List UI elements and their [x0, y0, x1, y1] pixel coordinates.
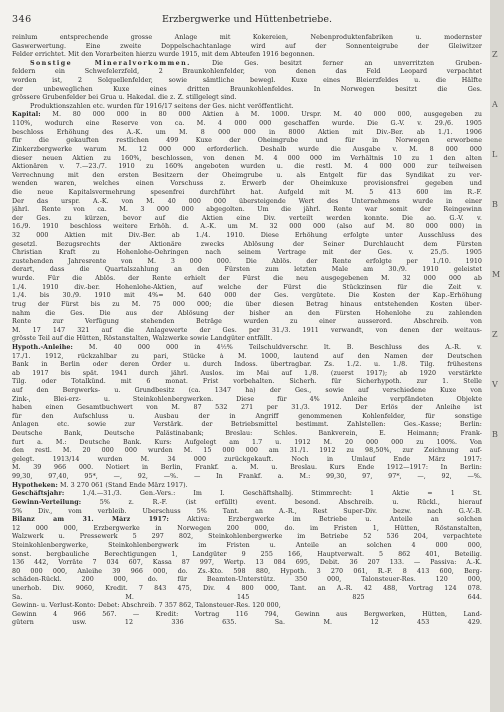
text-line: M. 39 966 000. Notiert in Berlin, Frankf. a. M. u. Breslau. Kurs Ende 1912—1917: In Berlin:	[12, 464, 482, 472]
text-line: Walzwerk u. Pressewerk 5 297 802, Steinkohlenbergwerke im Betriebe 52 536 204, verpachtete	[12, 533, 482, 541]
section-heading: Sonstige Mineralvorkommen.	[30, 59, 191, 67]
text-line: Der das urspr. A.-K. von M. 40 000 000 übersteigende Wert des Unternehmens wurde in einer	[12, 197, 482, 205]
text-line: Produktionszahlen etc. wurden für 1916/17 seitens der Ges. nicht veröffentlicht.	[30, 102, 294, 110]
running-title: Erzbergwerke und Hüttenbetriebe.	[161, 14, 333, 25]
text-line: Gewinn- u. Verlust-Konto: Debet: Abschreib. 7 357 862, Talonsteuer-Res. 120 000,	[12, 602, 281, 610]
text-line: Anlagen etc. sowie zur Verstärk. der Betriebsmittel bestimmt. Zahlstellen: Ges.-Kasse; Berlin:	[12, 421, 482, 429]
text-line: Sonstige Mineralvorkommen. Die Ges. besitzt ferner an unverritzten Gruben-	[30, 59, 482, 67]
edge-letter: M	[492, 270, 501, 279]
text-line: Geschäftsjahr: 1./4.—31./3. Gen.-Vers.: Im I. Geschäftshalbj. Stimmrecht: 1 Aktie = 1 St.	[12, 490, 482, 498]
edge-letter: A	[492, 100, 498, 109]
text-line: Aktionären v. 7.—23./7. 1910 zu 160% angeboten wurden u. die restl. M. 4 000 000 zur teilweisen	[12, 163, 482, 171]
text-line: 80 000 000, Anleihe 39 966 000, do. Zs.-Kto. 598 880, Hypoth. 3 270 061, R.-F. 8 413 600, Berg-	[12, 567, 482, 575]
text-line: nahm die Ges. Die aus der Ablösung der bisher an den Fürsten Hohenlohe zu zahlenden	[12, 309, 482, 317]
edge-letter: B	[492, 200, 498, 209]
text-line: dieser neuen Aktien zu 160%, beschlossen, von denen M. 4 000 000 im Verhältnis 10 zu 1 den alten	[12, 154, 482, 162]
text-line: 1./4. 1910 div.-ber. Hohenlohe-Aktien, auf welche der Fürst die Stückzinsen für die Zeit v.	[12, 283, 482, 291]
text-line: worden ist, 2 Solquellenfelder, sowie sämtliche bewegl. Kuxe eines Bleierzfeldes u. die Hälfte	[12, 77, 482, 85]
page-header	[12, 14, 482, 26]
text-line: Gewinn-Verteilung: 5% z. R.-F. (ist erfüllt) event. besond. Abschreib. u. Rückl., hierauf	[12, 498, 482, 506]
text-line: Felder errichtet. Mit den Vorarbeiten hierzu wurde 1915, mit dem Abteufen 1916 begonnen.	[12, 51, 315, 59]
text-line: für den Aufschluss u. Ausbau der in Angriff genommenen Kohlenfelder, für sonstige	[12, 412, 482, 420]
text-line: Rente zur Verfügung stehenden Beträge wurden zu einer ausserord. Abschreib. von	[12, 318, 482, 326]
text-line: Gaswerwertung. Eine zweite Doppelschachtanlage wird auf der Sonnenteigrube der Gleiwitzer	[12, 42, 482, 50]
text-line: 32 000 Aktien mit Div.-Ber. ab 1./4. 1910. Diese Erhöhung erfolgte unter Ausschluss des	[12, 232, 482, 240]
text-line: Zink-, Blei-erz- u. Steinkohlenbergwerken. Diese für 4% Anleihe verpfändeten Objekte	[12, 395, 482, 403]
edge-letter: L	[492, 150, 498, 159]
body-text	[12, 34, 482, 628]
text-line: der unbeweglichen Kuxe eines dritten Braunkohlenfeldes. In Norwegen besitzt die Ges.	[12, 85, 482, 93]
section-heading: Hypotheken:	[12, 481, 58, 489]
text-line: Bilanz am 31. März 1917: Aktiva: Erzbergwerke im Betriebe u. Anteile an solchen	[12, 516, 482, 524]
text-line: gelegt. 1913/14 wurden M. 34 000 zurückgekauft. Noch in Umlauf Ende März 1917:	[12, 455, 482, 463]
section-heading: Bilanz am 31. März 1917:	[12, 516, 169, 524]
text-line: furt a. M.: Deutsche Bank. Kurs: Aufgelegt am 1.7 u. 1912 M. 20 000 000 zu 100%. Von	[12, 438, 482, 446]
text-line: reinlum entsprechende grosse Anlage mit Kokereien, Nebenproduktenfabriken u. modernster	[12, 34, 482, 41]
edge-letter: B	[492, 430, 498, 439]
text-line: trug der Fürst bis zu M. 75 000 000; die über diesen Betrag hinaus entstehenden Kosten über-	[12, 300, 482, 308]
text-line: grösste Teil auf die Hütten, Röstanstalten, Walzwerke sowie Landgüter entfällt.	[12, 335, 273, 343]
text-line: Sa. M. 145 825 644.	[12, 593, 482, 601]
section-heading: Geschäftsjahr:	[12, 490, 65, 498]
text-line: sonst. bergbauliche Berechtigungen 1, Landgüter 9 255 166, Hauptverwalt. 5 862 401, Beteilig.	[12, 550, 482, 558]
text-line: feldern ein Schwefelerzfeld, 2 Braunkohlenfelder, von denen das Feld Leopard verpachtet	[12, 68, 482, 76]
text-line: 136 442, Vorräte 7 034 607, Kassa 87 997, Wertp. 13 084 695, Debit. 36 207 133. — Passiva: A.-K.	[12, 559, 482, 567]
text-line: Gewinn 4 966 567. — Kredit: Vortrag 116 794, Gewinn aus Bergwerken, Hütten, Land-	[12, 610, 482, 618]
edge-letter: Z	[492, 330, 498, 339]
text-line: Bank in Berlin oder deren Order u. durch Indoss. übertragbar. Zs. 1./2. u. 1./8. Tilg. frühestens	[12, 361, 482, 369]
text-line: 16./9. 1910 beschloss weitere Erhöh. d. A.-K. um M. 32 000 000 (also auf M. 80 000 000) in	[12, 223, 482, 231]
text-line: derart, dass die Quartalszahlung an den Fürsten zum letzten Male am 30./9. 1910 geleistet	[12, 266, 482, 274]
text-line: grössere Grubenfelder bei Grua u. Hakedal. die z. Z. stillgelegt sind.	[12, 94, 237, 102]
text-line: Tilg. oder Totalkünd. mit 6 monat. Frist vorbehalten. Sicherh. für Sicherhypoth. zur 1. Stelle	[12, 378, 482, 386]
text-line: 17./1. 1912, rückzahlbar zu pari, Stücke à M. 1000, lautend auf den Namen der Deutschen	[12, 352, 482, 360]
text-line: Hypotheken: M. 3 270 061 (Stand Ende März 1917).	[12, 481, 188, 489]
text-line: wurde. Für die Ablös. der Rente erhielt der Fürst die neu ausgegebenen M. 32 000 000 ab	[12, 275, 482, 283]
text-line: haben einen Gesamtbuchwert von M. 87 532 271 per 31./3. 1912. Der Erlös der Anleihe ist	[12, 404, 482, 412]
text-line: Hypoth.-Anleihe: M. 40 000 000 in 4½% Teilschuldverschr. lt. B. Beschluss des A.-R. v.	[12, 343, 482, 351]
adjacent-page-edge	[490, 0, 504, 712]
text-line: beschloss Erhöhung des A.-K. um M. 8 000 000 in 8000 Aktien mit Div.-Ber. ab 1./1. 1906	[12, 128, 482, 136]
section-heading: Kapital:	[12, 111, 41, 119]
text-line: 99,30, 97,40, 95*, —, 92, —%. — In Frankf. a. M.: 99,30, 97, 97*, —, 92, —%.	[12, 473, 482, 481]
section-heading: Gewinn-Verteilung:	[12, 498, 82, 506]
text-line: Kapital: M. 80 000 000 in 80 000 Aktien à M. 1000. Urspr. M. 40 000 000, ausgegeben zu	[12, 111, 482, 119]
text-line: jährl. Rente von ca. M. 3 000 000 abgegolten. Um die jährl. Rente war somit der Reingewinn	[12, 206, 482, 214]
section-heading: Hypoth.-Anleihe:	[12, 343, 73, 351]
text-line: die neue Kapitalsvermehrung spesenfrei durchführt hat. Aufgeld mit M. 5 413 600 im R.-F.	[12, 188, 482, 196]
text-line: Steinkohlenbergwerke, Steinkohlenbergwerk im Fristen u. Anteile an solchen 4 000 000,	[12, 541, 482, 549]
text-line: 12 000 000, Erzbergwerke in Norwegen 200 000, do. im Fristen 1, Hütten, Röstanstalten,	[12, 524, 482, 532]
text-line: zustehenden Jahresrente von M. 3 000 000. Die Ablös. der Rente erfolgte per 1./10. 1910	[12, 257, 482, 265]
text-line: unerhob. Div. 9060, Kredit. 7 843 475, Div. 4 800 000, Tant. an A.-R. 42 488, Vortrag 124 078.	[12, 585, 482, 592]
edge-letter: Z	[492, 50, 498, 59]
text-line: den restl. M. 20 000 000 wurden M. 15 000 000 am 31./1. 1912 zu 98,50%, zur Zeichnung auf-	[12, 447, 482, 455]
text-line: Verrechnung mit den ersten Besitzern der Oheimgrube u. als Entgelt für das Syndikat zu ver-	[12, 171, 482, 179]
text-line: ab 1917 bis spät. 1941 durch jährl. Auslos. im Mai auf 1./8. (zuerst 1917); ab 1920 verstärkte	[12, 369, 482, 377]
text-line: wenden waren, welches einen Vorschuss z. Erwerb der Oheimkuxe provisionsfrei gegeben und	[12, 180, 482, 188]
text-line: 5% Div., vom verbleib. Überschuss 5% Tant. an A.-R., Rest Super-Div. bezw. nach G.-V.-B.	[12, 507, 482, 515]
text-line: M. 17 147 321 auf die Anlagewerte der Ges. per 31./3. 1911 verwandt, von denen der weitaus-	[12, 326, 482, 334]
text-line: der Ges. zu kürzen, bevor auf die Aktien eine Div. verteilt werden konnte. Die ao. G.-V. v.	[12, 214, 482, 222]
text-line: schäden-Rückl. 200 000, do. für Beamten-Unterstütz. 350 000, Talonsteuer-Res. 120 000,	[12, 576, 482, 584]
text-line: Zinkerzbergwerke warum M. 12 000 000 erforderlich. Deshalb wurde die Ausgabe v. M. 8 000 000	[12, 145, 482, 153]
edge-letter: V	[492, 380, 498, 389]
page-number: 346	[12, 14, 32, 25]
text-line: auf den Bergwerks- u. Grundbesitz (ca. 1347 ha) der Ges., sowie auf verschiedene Kuxe von	[12, 386, 482, 394]
text-line: Christian Kraft zu Hohenlohe-Oehringen nach seinem Vertrage mit der Ges. v. 25./5. 1905	[12, 249, 482, 257]
text-line: 110%, wodurch eine Reserve von ca. M. 4 000 000 geschaffen wurde. Die G.-V. v. 29./6. 1905	[12, 120, 482, 128]
text-line: gütern usw. 12 336 635. Sa. M. 12 453 429.	[12, 619, 482, 627]
text-line: Deutsche Bank, Deutsche Palästinabank; Breslau: Schles. Bankverein, E. Heimann; Frank-	[12, 430, 482, 438]
text-line: gesetzl. Bezugsrechts der Aktionäre zwecks Ablösung der Seiner Durchlaucht dem Fürsten	[12, 240, 482, 248]
text-line: 1./4. bis 30./9. 1910 mit 4%= M. 640 000 der Ges. vergütete. Die Kosten der Kap.-Erhöhung	[12, 292, 482, 300]
text-line: für die gekauften restlichen 499 Kuxe der Oheimgrube und für in Norwegen erworbene	[12, 137, 482, 145]
